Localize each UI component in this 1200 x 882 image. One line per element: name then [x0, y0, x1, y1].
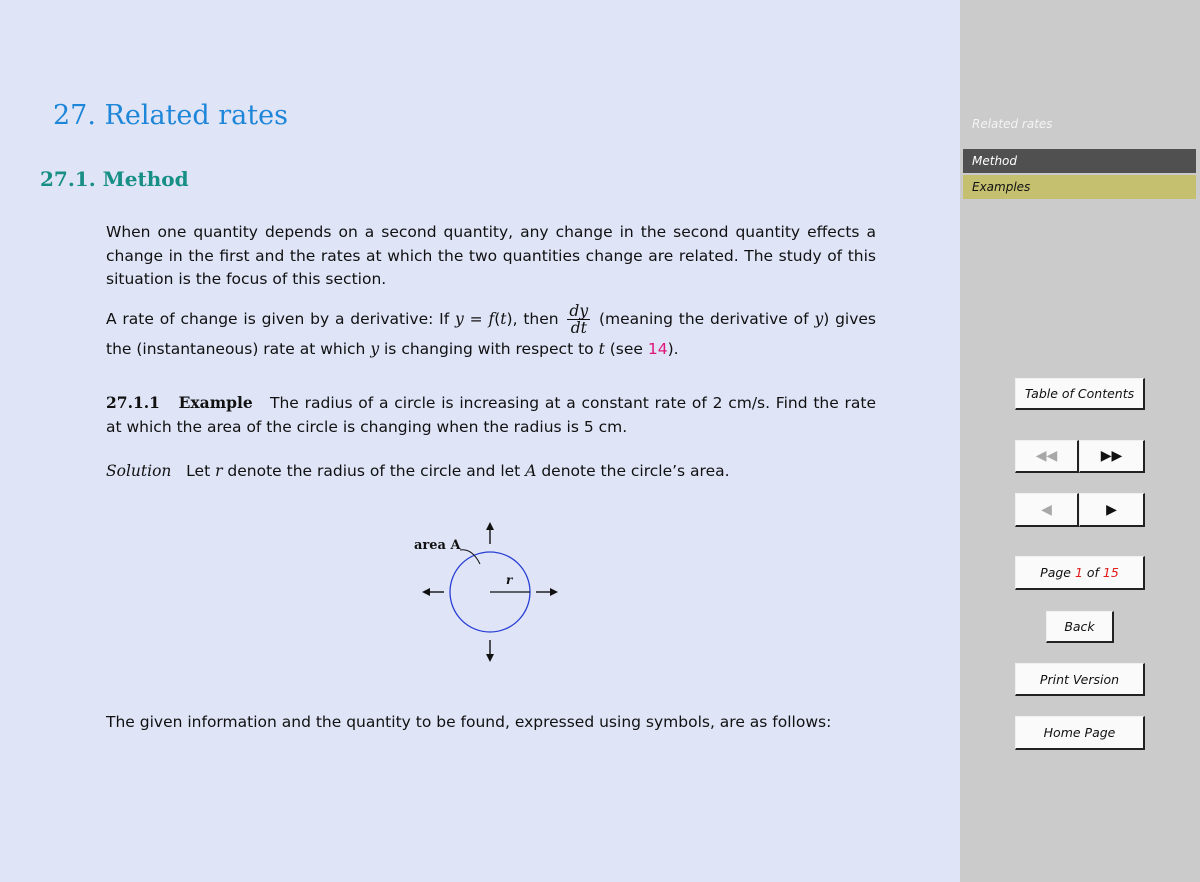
fraction-denominator: dt	[570, 319, 587, 337]
total-pages-number: 15	[1102, 565, 1119, 580]
circle-figure	[408, 518, 578, 668]
previous-page-button[interactable]	[1015, 493, 1079, 527]
back-button[interactable]: Back	[1046, 611, 1114, 643]
radius-label: r	[506, 573, 513, 587]
solution-paragraph: Solution Let r denote the radius of the circle and let A denote the circle’s area.	[106, 462, 730, 480]
solution-label: Solution	[106, 462, 172, 480]
example-paragraph	[106, 391, 876, 439]
fraction-numerator: dy	[569, 302, 589, 320]
arrow-down-head	[486, 654, 494, 662]
arrow-right-head	[550, 588, 558, 596]
subsection-title: 27.1. Method	[40, 167, 189, 191]
section-title: 27. Related rates	[53, 100, 288, 131]
arrow-up-head	[486, 522, 494, 530]
right-arrow-icon: ▶	[1106, 502, 1117, 518]
derivative-paragraph: A rate of change is given by a derivative: If y = f(t), then $\frac{dy}{dt}$ (meaning the derivative of y) gives the (instantaneous) rate at which y is changing with respect to t (see 14).	[106, 302, 877, 358]
reference-link[interactable]: 14	[647, 340, 668, 358]
sidebar-item-method[interactable]: Method	[963, 149, 1196, 173]
area-label: area A	[414, 538, 461, 553]
sidebar-section-title[interactable]: Related rates	[972, 117, 1053, 131]
next-page-button[interactable]	[1079, 493, 1145, 527]
given-info-paragraph: The given information and the quantity to be found, expressed using symbols, are as follows:	[106, 713, 832, 731]
page-indicator[interactable]: Page 1 of 15	[1015, 556, 1145, 590]
arrow-left-head	[422, 588, 430, 596]
print-version-button[interactable]: Print Version	[1015, 663, 1145, 696]
table-of-contents-button[interactable]: Table of Contents	[1015, 378, 1145, 410]
intro-paragraph: When one quantity depends on a second quantity, any change in the second quantity effects a change in the first and the rates at which the two quantities change are related. The study of this situation is the focus of this section.	[106, 223, 876, 288]
left-arrow-icon: ◀	[1041, 502, 1052, 518]
example-text: The radius of a circle is increasing at a constant rate of 2 cm/s. Find the rate at which the area of the circle is changing when the radius is 5 cm.	[106, 394, 877, 436]
example-label: 27.1.1 Example	[106, 393, 253, 412]
sidebar-item-examples[interactable]: Examples	[963, 175, 1196, 199]
double-left-arrow-icon: ◀◀	[1035, 448, 1058, 464]
home-page-button[interactable]: Home Page	[1015, 716, 1145, 750]
next-section-button[interactable]	[1079, 440, 1145, 473]
current-page-number: 1	[1074, 565, 1083, 580]
previous-section-button[interactable]	[1015, 440, 1079, 473]
derivative-fraction	[567, 303, 590, 336]
double-right-arrow-icon: ▶▶	[1100, 448, 1123, 464]
